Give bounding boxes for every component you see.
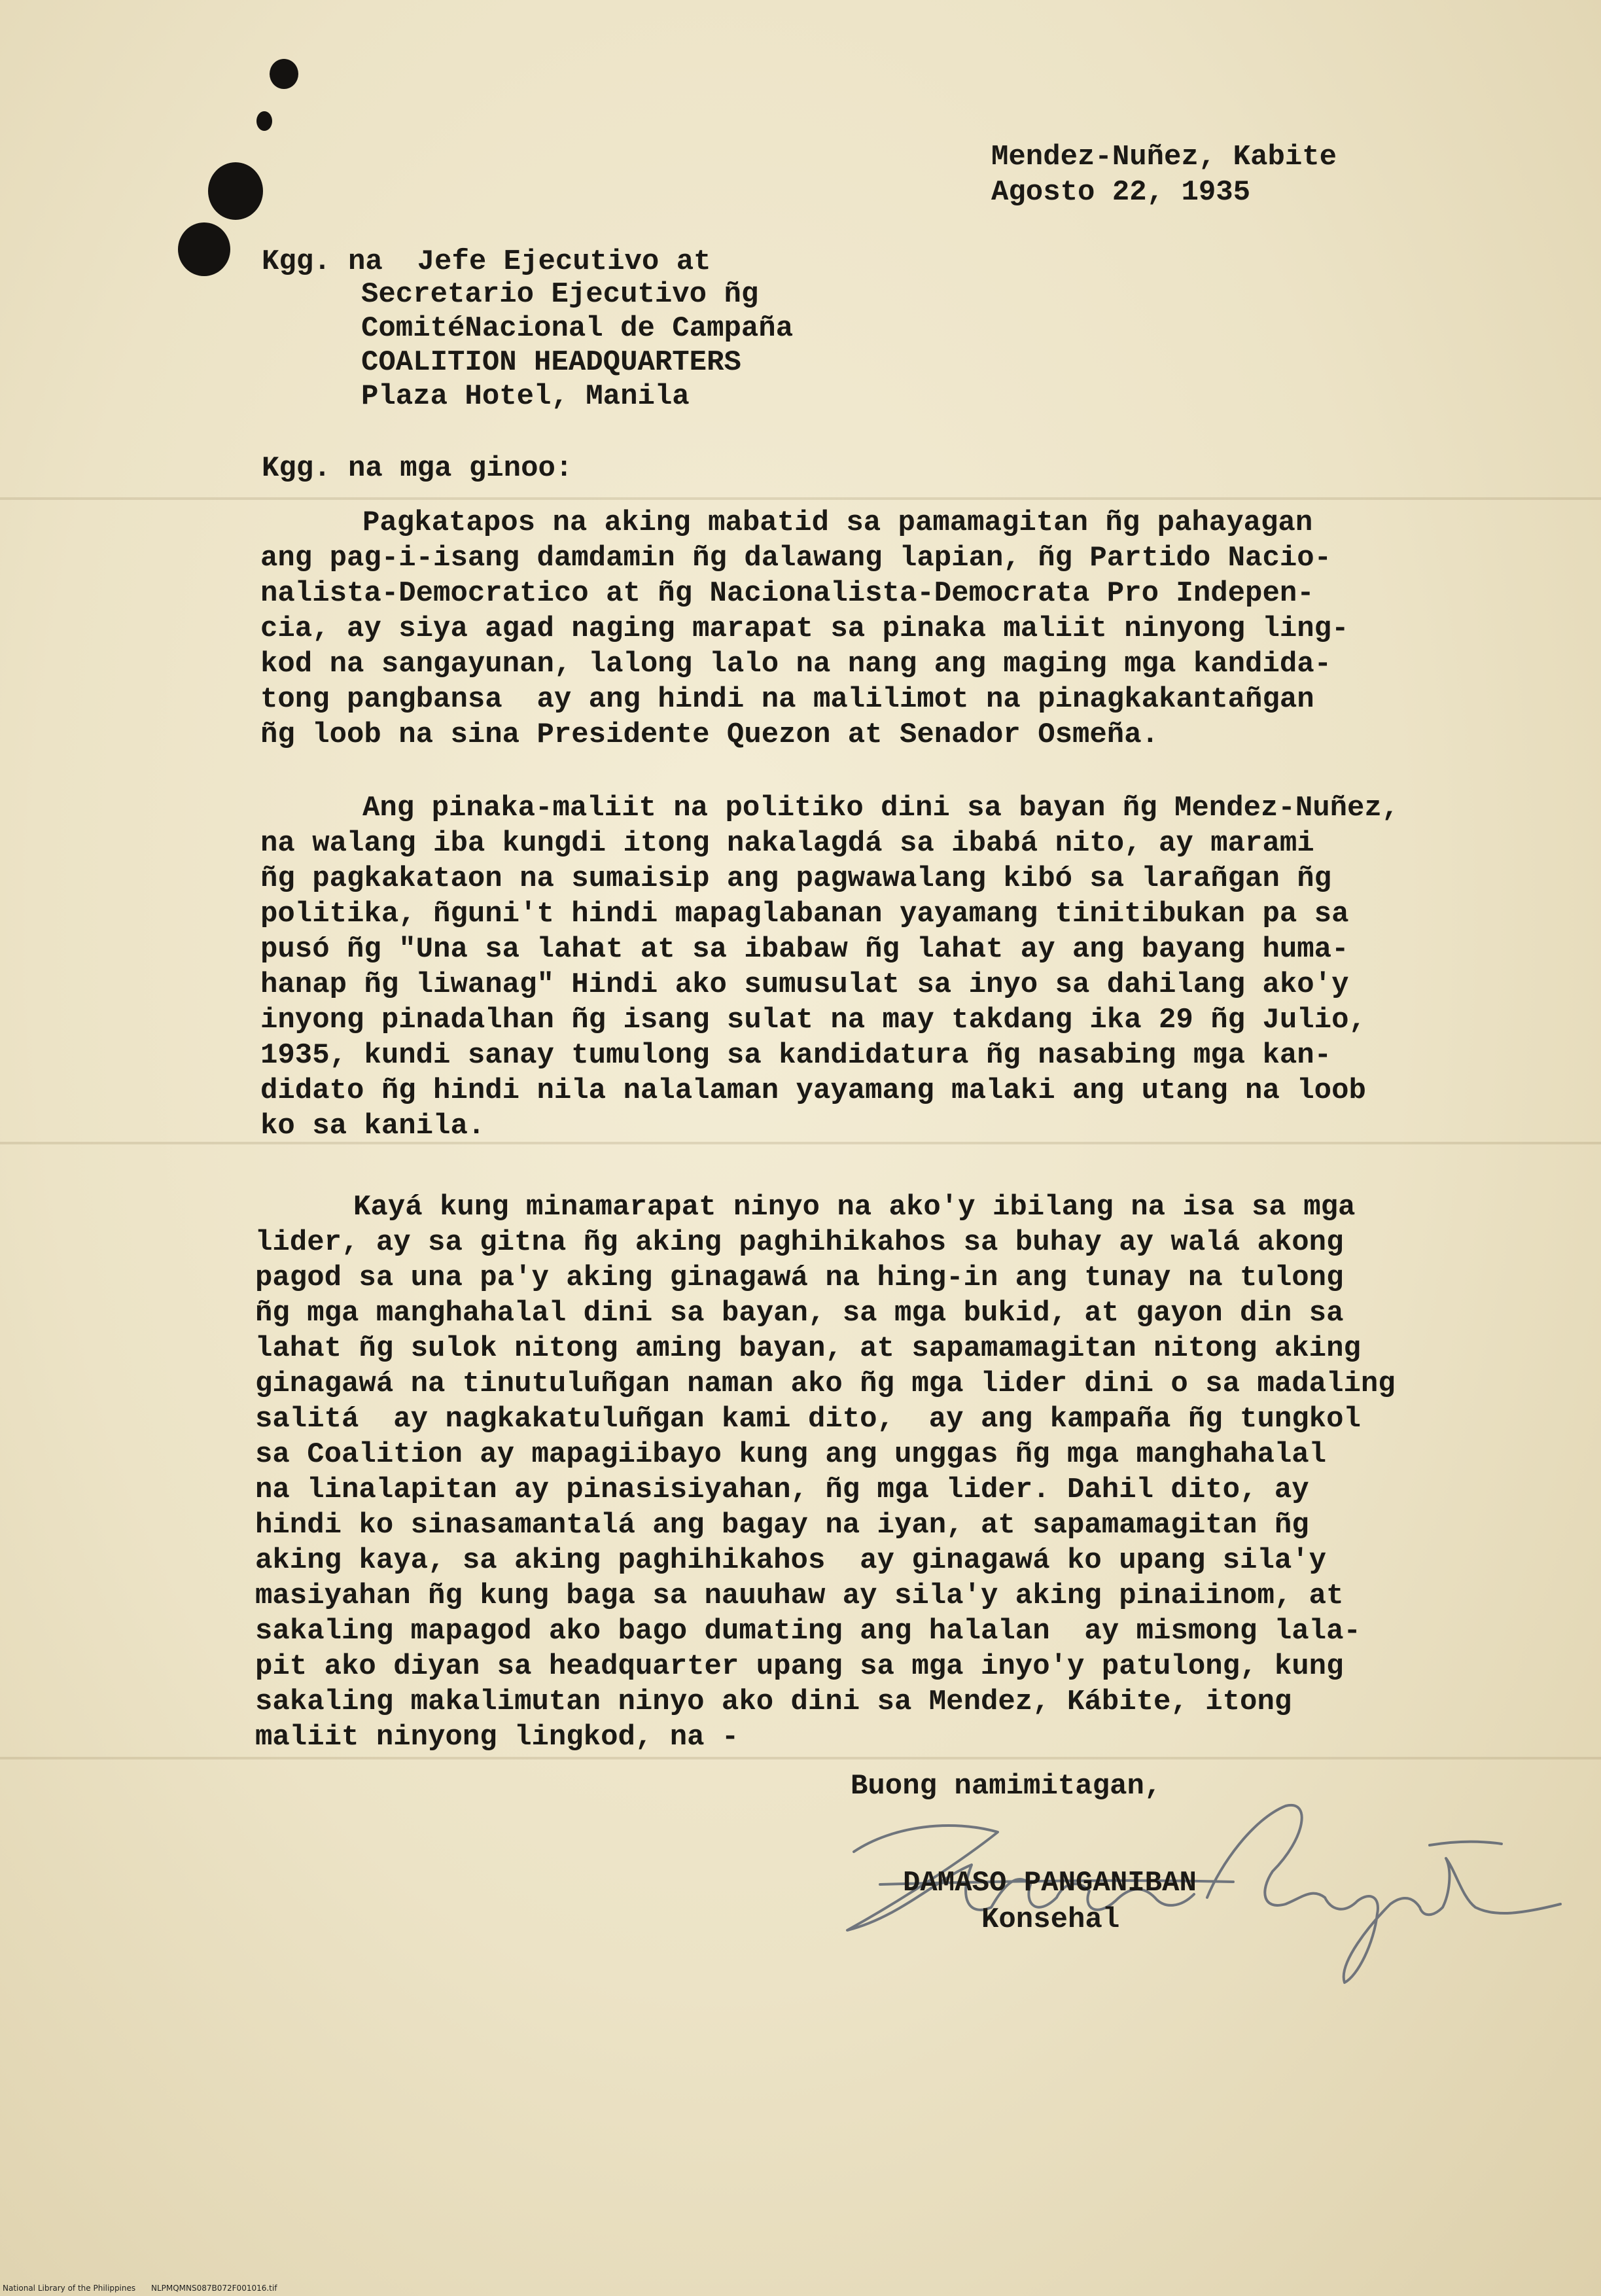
paper-fold-line — [0, 1757, 1601, 1759]
addressee-line: COALITION HEADQUARTERS — [361, 346, 741, 379]
paragraph-line: pusó ñg "Una sa lahat at sa ibabaw ñg lahat ay ang bayang huma- — [260, 933, 1349, 966]
paragraph-line: pagod sa una pa'y aking ginagawá na hing-in ang tunay na tulong — [255, 1262, 1344, 1294]
paragraph-line: Kayá kung minamarapat ninyo na ako'y ibilang na isa sa mga — [353, 1191, 1356, 1224]
paragraph-line: ginagawá na tinutuluñgan naman ako ñg mga lider dini o sa madaling — [255, 1368, 1396, 1400]
addressee-line: Kgg. na Jefe Ejecutivo at — [262, 245, 711, 278]
paragraph-line: aking kaya, sa aking paghihikahos ay ginagawá ko upang sila'y — [255, 1544, 1327, 1577]
addressee-line: Secretario Ejecutivo ñg — [361, 278, 759, 311]
paragraph-line: Ang pinaka-maliit na politiko dini sa bayan ñg Mendez-Nuñez, — [362, 792, 1399, 824]
paragraph-line: na walang iba kungdi itong nakalagdá sa ibabá nito, ay marami — [260, 827, 1314, 860]
paragraph-line: tong pangbansa ay ang hindi na malilimot na pinagkakantañgan — [260, 683, 1314, 716]
paragraph-line: pit ako diyan sa headquarter upang sa mga inyo'y patulong, kung — [255, 1650, 1344, 1683]
ink-stain — [178, 222, 230, 276]
paragraph-line: masiyahan ñg kung baga sa nauuhaw ay sila'y aking pinaiinom, at — [255, 1580, 1344, 1612]
paragraph-line: Pagkatapos na aking mabatid sa pamamagitan ñg pahayagan — [362, 506, 1313, 539]
letter-place: Mendez-Nuñez, Kabite — [991, 141, 1337, 173]
ink-stain — [256, 111, 272, 131]
paragraph-line: didato ñg hindi nila nalalaman yayamang malaki ang utang na loob — [260, 1074, 1366, 1107]
paper-fold-line — [0, 1142, 1601, 1144]
addressee-line: ComitéNacional de Campaña — [361, 312, 794, 345]
paragraph-line: hanap ñg liwanag" Hindi ako sumusulat sa inyo sa dahilang ako'y — [260, 968, 1349, 1001]
paragraph-line: kod na sangayunan, lalong lalo na nang ang maging mga kandida- — [260, 648, 1332, 680]
paragraph-line: hindi ko sinasamantalá ang bagay na iyan, at sapamamagitan ñg — [255, 1509, 1309, 1542]
paragraph-line: ko sa kanila. — [260, 1110, 485, 1142]
paragraph-line: lahat ñg sulok nitong aming bayan, at sapamamagitan nitong aking — [255, 1332, 1361, 1365]
complimentary-close: Buong namimitagan, — [851, 1770, 1162, 1803]
paper-fold-line — [0, 497, 1601, 500]
paragraph-line: ñg mga manghahalal dini sa bayan, sa mga bukid, at gayon din sa — [255, 1297, 1344, 1330]
signatory-name: DAMASO PANGANIBAN — [903, 1867, 1197, 1899]
paragraph-line: sakaling makalimutan ninyo ako dini sa Mendez, Kábite, itong — [255, 1686, 1292, 1718]
ink-stain — [270, 59, 298, 89]
ink-stain — [208, 162, 263, 220]
archive-footer — [3, 2284, 1599, 2293]
salutation: Kgg. na mga ginoo: — [262, 452, 573, 485]
paragraph-line: lider, ay sa gitna ñg aking paghihikahos sa buhay ay walá akong — [255, 1226, 1344, 1259]
archive-institution: National Library of the Philippines — [3, 2284, 136, 2293]
paragraph-line: maliit ninyong lingkod, na - — [255, 1721, 739, 1754]
paragraph-line: sakaling mapagod ako bago dumating ang halalan ay mismong lala- — [255, 1615, 1361, 1648]
paragraph-line: nalista-Democratico at ñg Nacionalista-Democrata Pro Indepen- — [260, 577, 1314, 610]
paragraph-line: salitá ay nagkakatuluñgan kami dito, ay ang kampaña ñg tungkol — [255, 1403, 1361, 1436]
letter-date: Agosto 22, 1935 — [991, 176, 1251, 209]
paragraph-line: ang pag-i-isang damdamin ñg dalawang lapian, ñg Partido Nacio- — [260, 542, 1332, 574]
paragraph-line: na linalapitan ay pinasisiyahan, ñg mga lider. Dahil dito, ay — [255, 1474, 1309, 1506]
paragraph-line: cia, ay siya agad naging marapat sa pinaka maliit ninyong ling- — [260, 612, 1349, 645]
paragraph-line: sa Coalition ay mapagiibayo kung ang unggas ñg mga manghahalal — [255, 1438, 1327, 1471]
paragraph-line: politika, ñguni't hindi mapaglabanan yayamang tinitibukan pa sa — [260, 898, 1349, 930]
paragraph-line: ñg loob na sina Presidente Quezon at Senador Osmeña. — [260, 718, 1159, 751]
addressee-line: Plaza Hotel, Manila — [361, 380, 690, 413]
paragraph-line: inyong pinadalhan ñg isang sulat na may takdang ika 29 ñg Julio, — [260, 1004, 1366, 1036]
archive-file-id: NLPMQMNS087B072F001016.tif — [150, 2284, 277, 2293]
signatory-title: Konsehal — [981, 1903, 1120, 1936]
paragraph-line: 1935, kundi sanay tumulong sa kandidatura ñg nasabing mga kan- — [260, 1039, 1332, 1072]
paragraph-line: ñg pagkakataon na sumaisip ang pagwawalang kibó sa larañgan ñg — [260, 862, 1332, 895]
